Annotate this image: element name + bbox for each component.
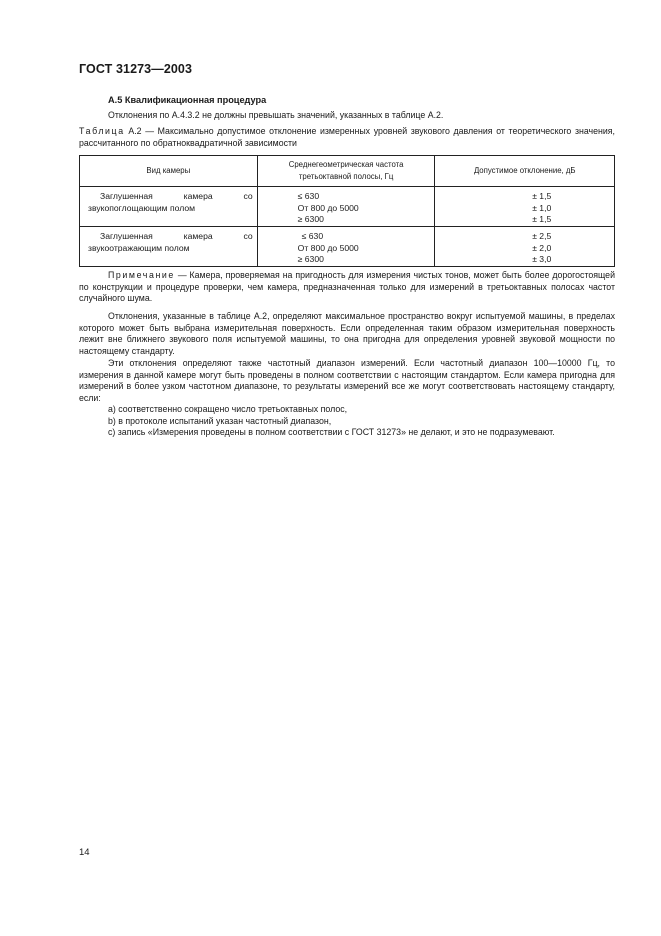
frequency-value: ≤ 630 — [297, 191, 320, 201]
camera-type-cell: Заглушенная камера со звукоотражающим полом — [80, 227, 258, 267]
frequency-value: ≥ 6300 — [297, 254, 324, 264]
note-block — [79, 270, 615, 305]
body-paragraph: Эти отклонения определяют также частотный диапазон измерений. Если частотный диапазон 100—10000 Гц, то измерения в данной камере могут быть проведены в полном соответствии с настоящим стандартом. Если камера пригодна для измерений в более узком частотном диапазоне, то результаты измерений все же могут соответствовать настоящему стандарту, если: — [79, 358, 615, 403]
document-code-header: ГОСТ 31273—2003 — [79, 62, 193, 76]
deviation-value: ± 1,0 — [532, 202, 552, 213]
note-text: — Камера, проверяемая на пригодность для измерения чистых тонов, может быть более дорогостоящей по конструкции и процедуре проверки, чем камера, предназначенная только для измерений в третьоктавных полосах частот случайного шума. — [79, 270, 615, 303]
deviation-table — [79, 155, 615, 267]
table-caption — [79, 126, 615, 149]
header-deviation: Допустимое отклонение, дБ — [435, 156, 615, 187]
page-number: 14 — [79, 847, 90, 858]
section-heading — [108, 95, 266, 105]
table-caption-text: — Максимально допустимое отклонение измеренных уровней звукового давления от теоретического значения, рассчитанного по обратноквадратичной зависимости — [79, 126, 616, 148]
section-number: А.5 — [108, 95, 123, 105]
frequency-value: От 800 до 5000 — [297, 202, 359, 213]
list-item: b) в протоколе испытаний указан частотный диапазон, — [108, 415, 332, 426]
intro-paragraph: Отклонения по А.4.3.2 не должны превышать значений, указанных в таблице А.2. — [108, 110, 444, 120]
deviation-value: ± 2,0 — [532, 242, 552, 253]
frequency-value: От 800 до 5000 — [297, 242, 359, 253]
deviation-value: ± 2,5 — [532, 231, 552, 241]
table-row — [80, 227, 615, 267]
section-title-text: Квалификационная процедура — [124, 95, 267, 105]
table-header-row — [80, 156, 615, 187]
conditions-list — [79, 404, 615, 439]
camera-type-cell: Заглушенная камера со звукопоглощающим полом — [80, 187, 258, 227]
note-label: Примечание — [108, 270, 175, 280]
header-frequency: Среднегеометрическая частота третьоктавной полосы, Гц — [257, 156, 435, 187]
deviation-cell — [435, 227, 615, 267]
table-caption-number: А.2 — [128, 126, 142, 136]
deviation-cell — [435, 187, 615, 227]
body-paragraph: Отклонения, указанные в таблице А.2, определяют максимальное пространство вокруг испытуемой машины, в пределах которого может быть выбрана измерительная поверхность. Если определенная таким образом измерительная поверхность лежит вне ближнего звукового поля испытуемой машины, то она пригодна для определения уровней звуковой мощности по настоящему стандарту. — [79, 311, 615, 356]
deviation-value: ± 3,0 — [532, 254, 552, 264]
deviation-value: ± 1,5 — [532, 214, 552, 224]
list-item: a) соответственно сокращено число третьоктавных полос, — [108, 404, 348, 414]
table-row — [80, 187, 615, 227]
frequency-cell — [257, 187, 435, 227]
frequency-value: ≥ 6300 — [297, 214, 324, 224]
list-item: c) запись «Измерения проведены в полном соответствии с ГОСТ 31273» не делают, и это не подразумевают. — [108, 427, 555, 437]
table-caption-label: Таблица — [79, 126, 125, 136]
frequency-value: ≤ 630 — [301, 231, 324, 241]
frequency-cell — [257, 227, 435, 267]
deviation-value: ± 1,5 — [532, 191, 552, 201]
header-camera-type: Вид камеры — [80, 156, 258, 187]
